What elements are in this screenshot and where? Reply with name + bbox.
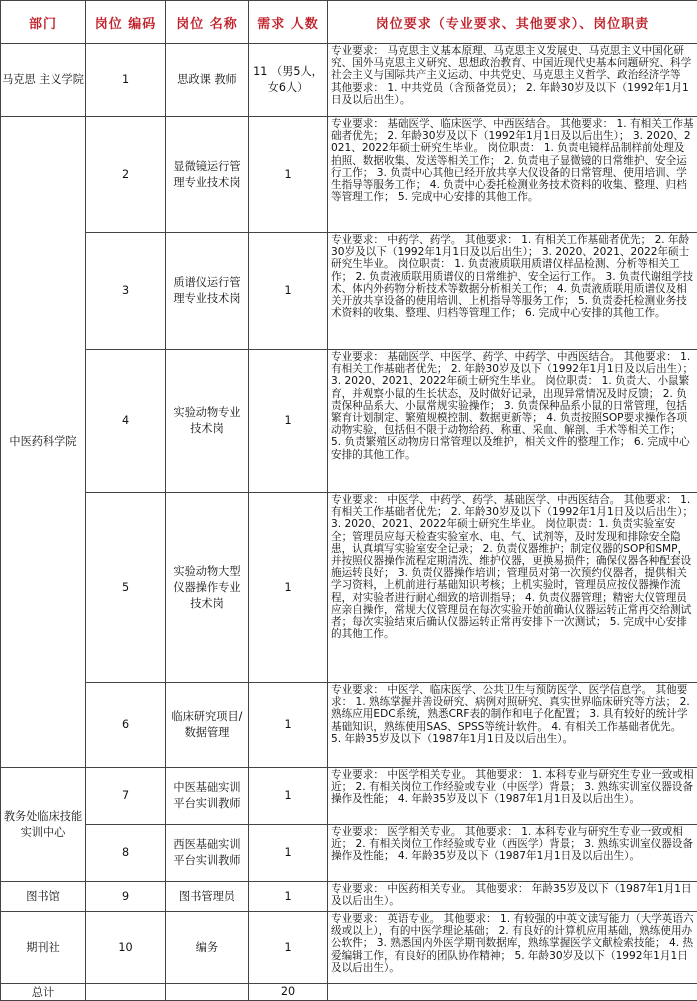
- header-dept: 部门: [1, 1, 86, 44]
- position-requirements: 专业要求： 马克思主义基本原理、马克思主义发展史、马克思主义中国化研究、国外马克思主义研究、思想政治教育、中国近现代史基本问题研究、科学社会主义与国际共产主义运动、中共党史、马克思主义哲学、政治经济学等 其他要求： 1. 中共党员（含预备党员）； 2. 年龄30岁及以下（1992年1月1日及以后出生）。: [328, 44, 697, 117]
- position-code: 7: [86, 768, 166, 825]
- position-requirements: 专业要求： 中医学相关专业。 其他要求： 1. 本科专业与研究生专业一致或相近； 2. 有相关岗位工作经验或专业（中医学）背景； 3. 熟练实训室仪器设备操作及性能； 4. 年龄35岁及以下（1987年1月1日及以后出生）。: [328, 768, 697, 825]
- dept-cell: 期刊社: [1, 912, 86, 984]
- position-count: 1: [249, 882, 328, 912]
- position-count: 1: [249, 350, 328, 493]
- position-code: 2: [86, 117, 166, 233]
- total-label: 总计: [1, 984, 86, 1001]
- position-requirements: 专业要求： 基础医学、中医学、药学、中药学、中西医结合。 其他要求： 1. 有相关工作基础者优先； 2. 年龄30岁及以下（1992年1月1日及以后出生）； 3. 2020、2021、2022年硕士研究生毕业。 岗位职责： 1. 负责大、小鼠繁育，并观察小鼠的生长状态，及时做好记录，出现异常情况及时反馈； 2. 负责保种品系大、小鼠常规实验操作； 3. 负责保种品系小鼠的日常管理，包括繁育计划制定、繁殖规模控制、数据更新等； 4. 负责按照SOP要求操作各项动物实验，包括但不限于动物给药、称重、采血、解剖、手术等相关工作； 5. 负责繁殖区动物房日常管理以及维护，相关文件的整理工作； 6. 完成中心安排的其他工作。: [328, 350, 697, 493]
- position-code: 5: [86, 493, 166, 683]
- position-count: 1: [249, 825, 328, 882]
- table-row: [1, 825, 697, 882]
- header-requirements: 岗位要求（专业要求、其他要求）、岗位职责: [328, 1, 697, 44]
- total-count: 20: [249, 984, 328, 1001]
- header-name: 岗位 名称: [166, 1, 249, 44]
- table-row: [1, 233, 697, 350]
- position-count: 1: [249, 117, 328, 233]
- position-name: 质谱仪运行管理专业技术岗: [166, 233, 249, 350]
- table-row: [1, 683, 697, 768]
- table-row: [1, 117, 697, 233]
- position-count: 11 （男5人，女6人）: [249, 44, 328, 117]
- position-name: 编务: [166, 912, 249, 984]
- position-requirements: 专业要求： 中药学、药学。 其他要求： 1. 有相关工作基础者优先； 2. 年龄30岁及以下（1992年1月1日及以后出生）； 3. 2020、2021、2022年硕士研究生毕业。 岗位职责： 1. 负责液质联用质谱仪样品检测、分析等相关工作； 2. 负责液质联用质谱仪的日常维护、安全运行工作。 3. 负责代谢组学技术、体内外药物分析技术等数据分析相关工作； 4. 负责液质联用质谱仪及相关开放共享设备的使用培训、上机指导等服务工作； 5. 负责委托检测业务技术资料的收集、整理、归档等管理工作； 6. 完成中心安排的其他工作。: [328, 233, 697, 350]
- position-name: 实验动物大型仪器操作专业技术岗: [166, 493, 249, 683]
- position-name: 中医基础实训平台实训教师: [166, 768, 249, 825]
- position-name: 图书管理员: [166, 882, 249, 912]
- table-row: [1, 44, 697, 117]
- position-code: 1: [86, 44, 166, 117]
- position-requirements: 专业要求： 中医学、临床医学、公共卫生与预防医学、医学信息学。 其他要求： 1. 熟练掌握并善设研究、病例对照研究、真实世界临床研究等方法； 2. 熟练应用EDC系统，熟悉CRF表的制作和电子化配置； 3. 具有较好的统计学基础知识，熟练使用SAS、SPSS等统计软件。 4. 有相关工作基础者优先。 5. 年龄35岁及以下（1987年1月1日及以后出生）。: [328, 683, 697, 768]
- position-requirements: 专业要求： 英语专业。 其他要求： 1. 有较强的中英文读写能力（大学英语六级或以上），有的中医学理论基础； 2. 有良好的计算机应用基础，熟练使用办公软件； 3. 熟悉国内外医学期刊数据库，熟练掌握医学文献检索技能； 4. 热爱编辑工作，有良好的团队协作精神； 5. 年龄30岁及以下（1992年1月1日及以后出生）。: [328, 912, 697, 984]
- total-row: [1, 984, 697, 1001]
- position-count: 1: [249, 912, 328, 984]
- position-code: 8: [86, 825, 166, 882]
- total-empty-cell: [328, 984, 697, 1001]
- position-requirements: 专业要求： 医学相关专业。 其他要求： 1. 本科专业与研究生专业一致或相近； 2. 有相关岗位工作经验或专业（西医学）背景； 3. 熟练实训室仪器设备操作及性能； 4. 年龄35岁及以下（1987年1月1日及以后出生）。: [328, 825, 697, 882]
- position-name: 实验动物专业技术岗: [166, 350, 249, 493]
- position-code: 6: [86, 683, 166, 768]
- dept-cell: 教务处临床技能实训中心: [1, 768, 86, 882]
- table-row: [1, 493, 697, 683]
- dept-cell: 马克思 主义学院: [1, 44, 86, 117]
- position-code: 3: [86, 233, 166, 350]
- dept-cell: 图书馆: [1, 882, 86, 912]
- table-row: [1, 882, 697, 912]
- table-row: [1, 768, 697, 825]
- position-count: 1: [249, 233, 328, 350]
- position-name: 显微镜运行管理专业技术岗: [166, 117, 249, 233]
- position-requirements: 专业要求： 中医药相关专业。 其他要求： 年龄35岁及以下（1987年1月1日及以后出生）。: [328, 882, 697, 912]
- position-code: 10: [86, 912, 166, 984]
- total-empty-cell: [86, 984, 166, 1001]
- position-count: 1: [249, 493, 328, 683]
- position-name: 临床研究项目/数据管理: [166, 683, 249, 768]
- dept-cell: 中医药科学院: [1, 117, 86, 768]
- position-requirements: 专业要求： 基础医学、临床医学、中西医结合。 其他要求： 1. 有相关工作基础者优先； 2. 年龄30岁及以下（1992年1月1日及以后出生）； 3. 2020、2021、2022年硕士研究生毕业。 岗位职责： 1. 负责电镜样品制样前处理及拍照、数据收集、发送等相关工作； 2. 负责电子显微镜的日常维护、安全运行工作； 3. 负责中心其他已经开放共享大仪设备的日常管理、使用培训、学生指导等服务工作； 4. 负责中心委托检测业务技术资料的收集、整理、归档等管理工作； 5. 完成中心安排的其他工作。: [328, 117, 697, 233]
- header-row: [1, 1, 697, 44]
- position-count: 1: [249, 683, 328, 768]
- total-empty-cell: [166, 984, 249, 1001]
- header-code: 岗位 编码: [86, 1, 166, 44]
- position-count: 1: [249, 768, 328, 825]
- position-code: 4: [86, 350, 166, 493]
- table-row: [1, 350, 697, 493]
- position-code: 9: [86, 882, 166, 912]
- position-name: 西医基础实训平台实训教师: [166, 825, 249, 882]
- header-count: 需求 人数: [249, 1, 328, 44]
- position-name: 思政课 教师: [166, 44, 249, 117]
- table-row: [1, 912, 697, 984]
- position-requirements: 专业要求： 中医学、中药学、药学、基础医学、中西医结合。 其他要求： 1. 有相关工作基础者优先； 2. 年龄30岁及以下（1992年1月1日及以后出生）； 3. 2020、2021、2022年硕士研究生毕业。 岗位职责：1. 负责实验室安全；管理员应每天检查实验室水、电、气、试剂等，及时发现和排除安全隐患，认真填写实验室安全记录； 2. 负责仪器维护；制定仪器的SOP和SMP，并按照仪器操作流程定期清洗、维护仪器，更换易损件；确保仪器各种配套设施运转良好； 3. 负责仪器操作培训；管理员对第一次预约仪器者，提供相关学习资料，上机前进行基础知识考核；上机实验时，管理员应按仪器操作流程，对实验者进行耐心细致的培训指导； 4. 负责仪器管理；精密大仪管理员应亲自操作，常规大仪管理员在每次实验开始前确认仪器运转正常再交给测试者；每次实验结束后确认仪器运转正常再安排下一次测试； 5. 完成中心安排的其他工作。: [328, 493, 697, 683]
